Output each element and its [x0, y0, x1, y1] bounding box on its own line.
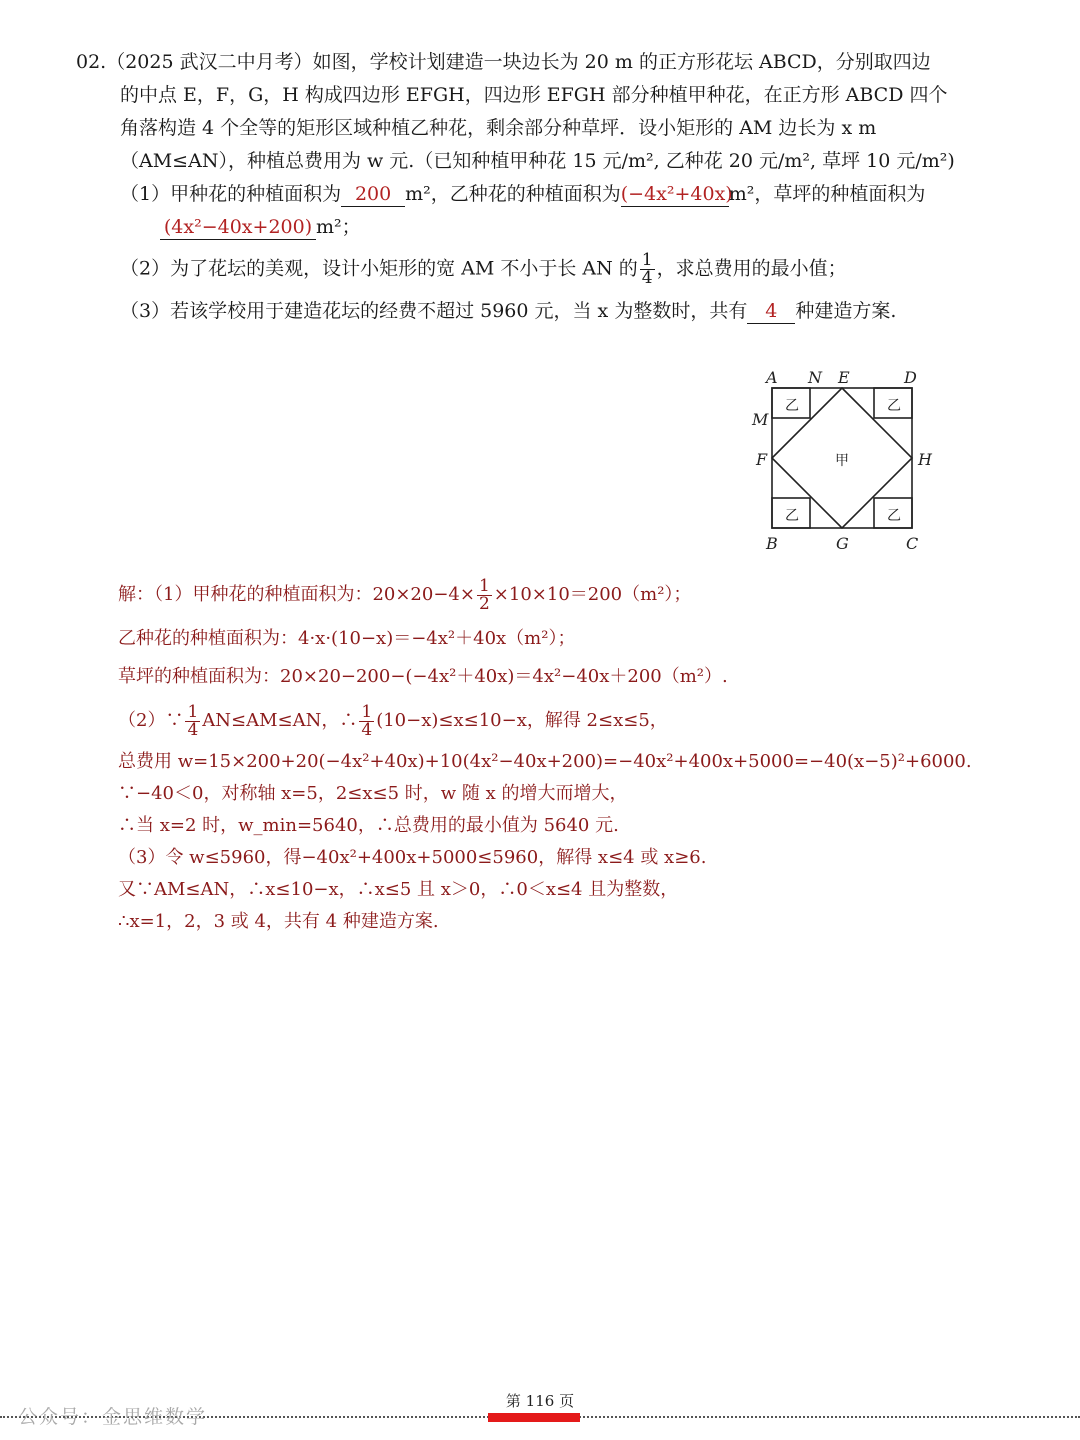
question-1-cont — [76, 211, 996, 244]
solution-line-1 — [118, 574, 1018, 616]
solution-line-9: 又∵AM≤AN，∴x≤10−x，∴x≤5 且 x＞0，∴0＜x≤4 且为整数， — [118, 879, 679, 900]
question-2 — [76, 252, 996, 287]
frac-num: 1 — [187, 701, 199, 722]
problem-stem-3: 角落构造 4 个全等的矩形区域种植乙种花，剩余部分种草坪．设小矩形的 AM 边长为 x m — [120, 117, 877, 139]
question-1 — [76, 178, 996, 211]
label-c: C — [906, 534, 919, 553]
problem-stem-4: （AM≤AN），种植总费用为 w 元.（已知种植甲种花 15 元/m², 乙种花 20 元/m², 草坪 10 元/m²) — [120, 150, 955, 172]
label-g: G — [836, 534, 849, 553]
frac-den: 4 — [641, 268, 653, 288]
label-d: D — [904, 368, 917, 387]
q1-text-a: （1）甲种花的种植面积为 — [120, 183, 342, 205]
solution-line-4 — [118, 696, 1018, 746]
sol4-a: （2）∵ — [118, 710, 184, 731]
problem-number: 02. — [76, 51, 107, 73]
frac-den: 2 — [478, 593, 490, 614]
sol1-b: ×10×10＝200（m²）； — [493, 584, 692, 605]
q1-text-b: m²，乙种花的种植面积为 — [405, 183, 621, 205]
frac-num: 1 — [361, 701, 373, 722]
sol4-b: AN≤AM≤AN，∴ — [202, 710, 358, 731]
label-a: A — [766, 368, 778, 387]
region-yi-label-c: 乙 — [887, 508, 901, 524]
solution-line-7: ∴当 x=2 时，w_min=5640，∴总费用的最小值为 5640 元. — [118, 815, 619, 836]
frac-den: 4 — [361, 719, 373, 740]
fraction-one-quarter-sol — [185, 701, 200, 740]
q3-text-a: （3）若该学校用于建造花坛的经费不超过 5960 元，当 x 为整数时，共有 — [120, 300, 748, 322]
region-yi-label-b: 乙 — [785, 508, 799, 524]
frac-num: 1 — [478, 575, 490, 596]
fraction-one-quarter — [640, 252, 655, 287]
footer-accent-bar — [488, 1413, 580, 1422]
region-yi-label-a: 乙 — [785, 398, 799, 414]
problem-line-1 — [76, 46, 996, 79]
label-m: M — [752, 410, 769, 429]
label-b: B — [766, 534, 778, 553]
q1-answer-1: 200 — [341, 182, 405, 207]
q1-answer-3: (4x²−40x+200) — [160, 215, 316, 240]
geometry-figure — [748, 364, 948, 554]
label-f: F — [756, 450, 768, 469]
label-n: N — [808, 368, 822, 387]
sol1-a: 解：（1）甲种花的种植面积为：20×20−4× — [118, 584, 475, 605]
q3-text-b: 种建造方案. — [795, 300, 897, 322]
fraction-one-half — [477, 575, 492, 614]
q2-text-b: ，求总费用的最小值； — [656, 257, 847, 280]
frac-den: 4 — [187, 719, 199, 740]
solution-block — [118, 574, 1018, 938]
q3-answer: 4 — [747, 299, 795, 324]
page-number: 第 116 页 — [505, 1392, 575, 1410]
frac-num: 1 — [641, 250, 653, 270]
problem-stem-2: 的中点 E，F，G，H 构成四边形 EFGH，四边形 EFGH 部分种植甲种花，在正方形 ABCD 四个 — [120, 84, 948, 106]
solution-line-6: ∵−40＜0，对称轴 x=5，2≤x≤5 时，w 随 x 的增大而增大， — [118, 783, 628, 804]
problem-source: （2025 武汉二中月考） — [106, 51, 313, 73]
q1-answer-2: (−4x²+40x) — [620, 183, 733, 205]
problem-stem-1: 如图，学校计划建造一块边长为 20 m 的正方形花坛 ABCD，分别取四边 — [312, 51, 931, 73]
fraction-one-quarter-sol-2 — [359, 701, 374, 740]
solution-line-10: ∴x=1，2，3 或 4，共有 4 种建造方案. — [118, 911, 439, 932]
sol4-c: (10−x)≤x≤10−x，解得 2≤x≤5， — [376, 710, 668, 731]
solution-line-5: 总费用 w=15×200+20(−4x²+40x)+10(4x²−40x+200)=−40x²+400x+5000=−40(x−5)²+6000. — [118, 751, 972, 772]
q2-text-a: （2）为了花坛的美观，设计小矩形的宽 AM 不小于长 AN 的 — [120, 257, 638, 280]
question-3 — [76, 295, 996, 328]
solution-line-3: 草坪的种植面积为：20×20−200−(−4x²＋40x)＝4x²−40x＋200（m²）. — [118, 666, 728, 687]
label-e: E — [838, 368, 850, 387]
solution-line-2: 乙种花的种植面积为：4·x·(10−x)＝−4x²＋40x（m²）； — [118, 628, 576, 649]
label-h: H — [918, 450, 932, 469]
q1-text-c: m²，草坪的种植面积为 — [728, 183, 926, 205]
region-jia-label: 甲 — [835, 453, 849, 469]
solution-line-8: （3）令 w≤5960，得−40x²+400x+5000≤5960，解得 x≤4 或 x≥6. — [118, 847, 707, 868]
watermark: 公众号：金思维数学 — [18, 1406, 208, 1428]
q1-text-d: m²； — [316, 216, 361, 238]
problem-block — [76, 46, 996, 328]
region-yi-label-d: 乙 — [887, 398, 901, 414]
